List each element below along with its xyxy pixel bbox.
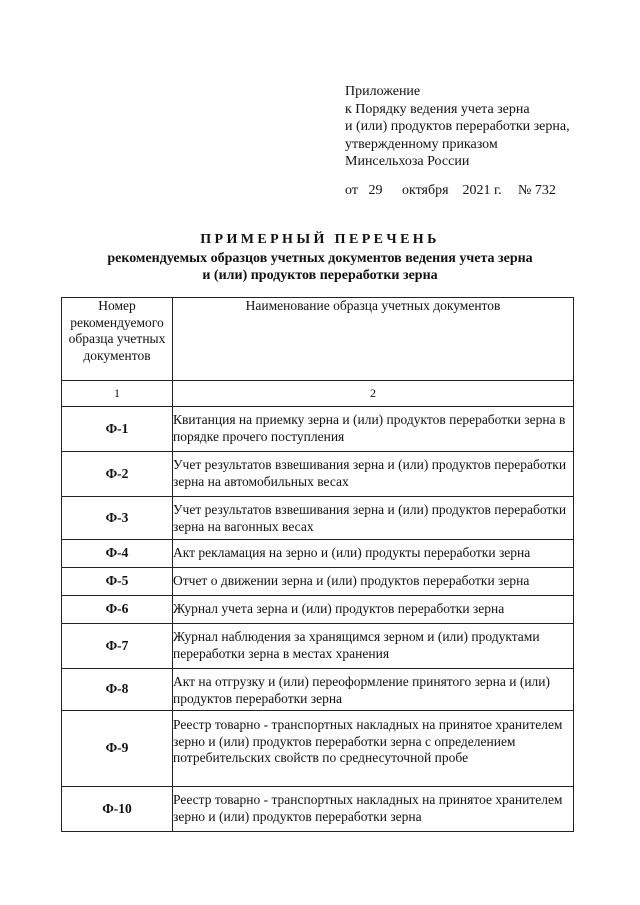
order-number: № 732 — [518, 183, 556, 198]
column-header-number: Номер рекомендуемого образца учетных документов — [62, 298, 173, 381]
table-row — [62, 596, 574, 624]
table-row — [62, 711, 574, 787]
table-row — [62, 540, 574, 568]
row-name: Журнал учета зерна и (или) продуктов переработки зерна — [173, 596, 574, 624]
appendix-line: и (или) продуктов переработки зерна, — [345, 119, 570, 134]
document-subtitle-line1: рекомендуемых образцов учетных документов ведения учета зерна — [107, 251, 533, 266]
order-from-label: от — [345, 183, 358, 198]
row-code: Ф-7 — [62, 624, 173, 669]
row-code: Ф-10 — [62, 787, 173, 832]
column-header-name: Наименование образца учетных документов — [173, 298, 574, 381]
column-number: 1 — [62, 381, 173, 407]
order-year: 2021 г. — [462, 183, 502, 198]
row-name: Реестр товарно - транспортных накладных на принятое хранителем зерно и (или) продуктов переработки зерна — [173, 787, 574, 832]
table-row — [62, 787, 574, 832]
row-name: Квитанция на приемку зерна и (или) продуктов переработки зерна в порядке прочего поступления — [173, 407, 574, 452]
row-code: Ф-9 — [62, 711, 173, 787]
row-name: Акт рекламация на зерно и (или) продукты переработки зерна — [173, 540, 574, 568]
appendix-line: к Порядку ведения учета зерна — [345, 101, 530, 117]
document-title: ПРИМЕРНЫЙ ПЕРЕЧЕНЬ — [200, 232, 440, 247]
row-code: Ф-8 — [62, 669, 173, 711]
row-name: Акт на отгрузку и (или) переоформление принятого зерна и (или) продуктов переработки зерна — [173, 669, 574, 711]
row-code: Ф-1 — [62, 407, 173, 452]
appendix-line: Минсельхоза России — [345, 154, 470, 169]
row-name: Отчет о движении зерна и (или) продуктов переработки зерна — [173, 568, 574, 596]
row-code: Ф-2 — [62, 452, 173, 497]
row-name: Реестр товарно - транспортных накладных на принятое хранителем зерно и (или) продуктов переработки зерна с определением потребительских свойств по среднесуточной пробе — [173, 711, 574, 787]
table-row — [62, 452, 574, 497]
row-name: Журнал наблюдения за хранящимся зерном и (или) продуктами переработки зерна в местах хранения — [173, 624, 574, 669]
order-month: октября — [402, 183, 449, 198]
appendix-block — [345, 83, 570, 171]
column-number: 2 — [173, 381, 574, 407]
row-code: Ф-4 — [62, 540, 173, 568]
table-row — [62, 624, 574, 669]
table-header-row — [62, 298, 574, 381]
row-code: Ф-3 — [62, 497, 173, 540]
row-name: Учет результатов взвешивания зерна и (или) продуктов переработки зерна на вагонных весах — [173, 497, 574, 540]
row-code: Ф-5 — [62, 568, 173, 596]
table-row — [62, 497, 574, 540]
document-subtitle-line2: и (или) продуктов переработки зерна — [202, 268, 438, 283]
table-row — [62, 669, 574, 711]
order-day: 29 — [368, 183, 383, 198]
appendix-line: утвержденному приказом — [345, 136, 498, 152]
table-row — [62, 407, 574, 452]
order-date-line — [345, 183, 556, 199]
table-row — [62, 568, 574, 596]
documents-table — [61, 297, 574, 832]
row-code: Ф-6 — [62, 596, 173, 624]
column-number-row — [62, 381, 574, 407]
row-name: Учет результатов взвешивания зерна и (или) продуктов переработки зерна на автомобильных весах — [173, 452, 574, 497]
appendix-line: Приложение — [345, 84, 421, 99]
